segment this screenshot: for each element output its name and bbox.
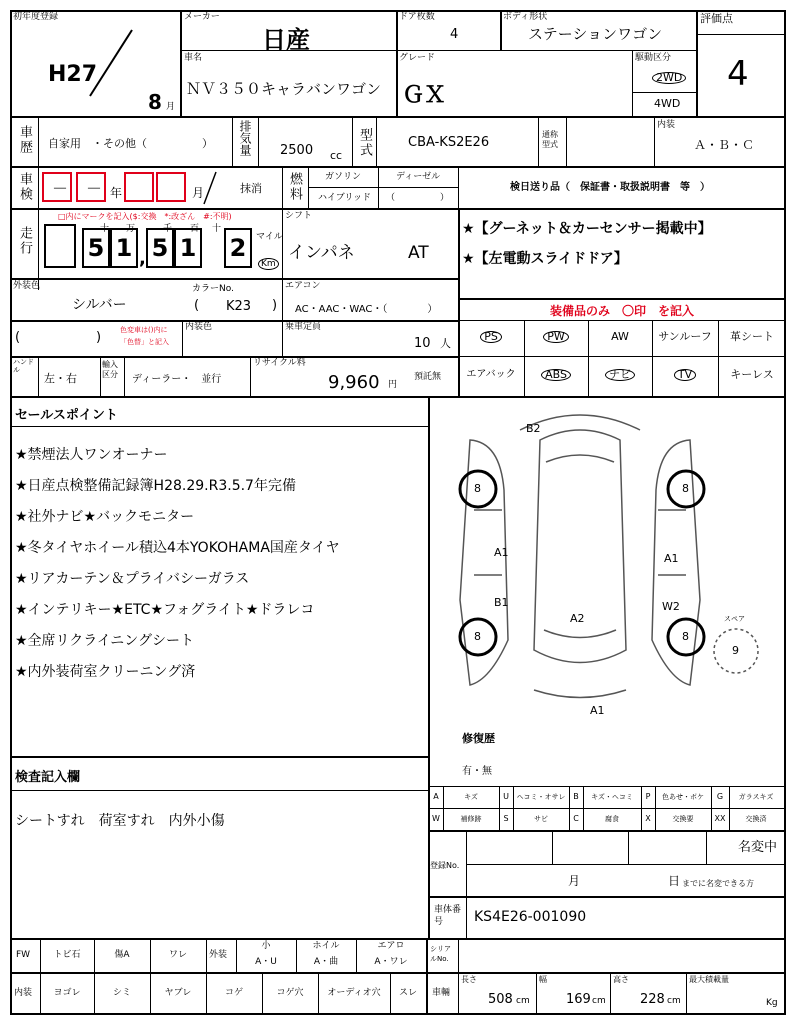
wheel-value: A・曲 (313, 957, 339, 967)
interior-grade-value: Ａ・Ｂ・Ｃ (694, 138, 755, 152)
load-unit: Kg (766, 998, 778, 1008)
spare-label: スペア (724, 615, 745, 623)
insp-dash-2: － (86, 179, 103, 198)
handle-value: 左・右 (44, 372, 77, 385)
equip-leather: 革シート (730, 330, 774, 343)
interior-color-label: 内装色 (185, 322, 213, 332)
load-label: 最大積載量 (689, 975, 729, 984)
history-value: 自家用 ・その他（ ） (48, 137, 213, 150)
equip-airbag: エアバック (466, 369, 516, 380)
odo-head-thousand: 千 (163, 224, 173, 234)
width-label: 幅 (539, 975, 547, 984)
drive-4wd: 4WD (654, 97, 681, 110)
doors-value: 4 (450, 27, 459, 42)
width-value: 169 (566, 992, 591, 1007)
unregistered-label: 抹消 (240, 182, 262, 195)
equip-keyless: キーレス (730, 368, 774, 381)
legend-code: U (503, 792, 509, 801)
model-label: 車名 (184, 53, 203, 63)
fuel-label: 燃料 (287, 172, 302, 202)
spare-mark: 9 (732, 644, 739, 657)
recycle-unit: 円 (388, 380, 398, 390)
fw-label: FW (16, 950, 31, 960)
maker-value: 日産 (262, 26, 310, 54)
color-no-open: ( (194, 298, 200, 313)
drive-2wd: 2WD (652, 72, 686, 84)
int-dirt: ヨゴレ (53, 988, 81, 998)
reg-month-unit: 月 (568, 874, 581, 888)
width-unit: cm (592, 996, 606, 1006)
reg-date-slash (86, 28, 136, 98)
odo-digit-2: 1 (110, 228, 138, 268)
sale-note-2: ★【左電動スライドドア】 (462, 251, 628, 267)
legend-code: P (645, 792, 651, 801)
height-value: 228 (640, 992, 665, 1007)
length-unit: cm (516, 996, 530, 1006)
legend-meaning: サビ (534, 815, 548, 823)
displacement-unit: cc (330, 149, 343, 162)
sales-item: ★内外装荷室クリーニング済 (15, 664, 196, 680)
inspection-label: 車検 (17, 172, 32, 202)
legend-code: A (433, 792, 439, 801)
displacement-label: 排気量 (238, 120, 252, 156)
recycle-deposit: 預託無 (414, 372, 442, 382)
odo-head-ten: 十 (212, 224, 222, 234)
chassis-label: 車体番号 (434, 905, 462, 927)
mark-tire-rr: 8 (682, 482, 689, 495)
body-value: ステーションワゴン (528, 25, 663, 43)
int-burn-hole: コゲ穴 (276, 988, 304, 998)
sales-item: ★社外ナビ★バックモニター (15, 509, 195, 525)
legend-meaning: 補修跡 (460, 815, 482, 823)
history-label: 車歴 (17, 125, 32, 155)
length-value: 508 (488, 992, 513, 1007)
sale-note-1: ★【グーネット＆カーセンサー掲載中】 (462, 221, 712, 237)
first-reg-month: 8 (148, 90, 162, 114)
capacity-value: 10 (414, 336, 431, 351)
sales-item: ★禁煙法人ワンオーナー (15, 447, 168, 463)
first-reg-label: 初年度登録 (13, 12, 59, 22)
equip-navi: ナビ (588, 369, 652, 381)
exterior-color: シルバー (72, 297, 127, 313)
fuel-hybrid: ハイブリッド (318, 193, 372, 203)
sales-item: ★全席リクライニングシート (15, 633, 195, 649)
fw-crack: ワレ (168, 950, 187, 960)
mark-tire-fl: 8 (474, 630, 481, 643)
handle-label: ハンドル (13, 358, 34, 374)
fw-chip: トビ石 (53, 950, 81, 960)
equip-abs: ABS (524, 369, 588, 381)
mark-a1-right: A1 (664, 552, 679, 565)
repaint-note-2: 「色替」と記入 (120, 338, 169, 346)
model-value: ＮＶ３５０キャラバンワゴン (186, 80, 382, 98)
small-value: A・U (255, 957, 277, 967)
year-unit: 年 (110, 186, 123, 200)
mark-b1: B1 (494, 596, 509, 609)
legend-meaning: キズ (464, 793, 478, 801)
int-burn: コゲ (224, 988, 243, 998)
legend-meaning: 交換要 (672, 815, 694, 823)
color-no-label: カラーNo. (192, 284, 234, 294)
odo-comma: , (139, 248, 146, 269)
displacement-value: 2500 (280, 143, 314, 158)
mile-label: マイル (256, 232, 283, 242)
equip-ps: PS (458, 331, 524, 343)
aero-label: エアロ (377, 941, 405, 951)
fuel-other: （ ） (386, 193, 450, 203)
int-stain: シミ (112, 988, 131, 998)
small-label: 小 (261, 941, 271, 951)
legend-code: X (645, 814, 651, 823)
sales-item: ★冬タイヤホイール積込4本YOKOHAMA国産タイヤ (15, 540, 340, 556)
int-label: 内装 (14, 988, 33, 998)
sales-item: ★リアカーテン＆プライバシーガラス (15, 571, 250, 587)
body-label: ボディ形状 (503, 12, 548, 22)
color-no-value: K23 (226, 299, 252, 314)
mileage-note: □内にマークを記入($:交換 *:改ざん #:不明) (58, 212, 232, 221)
int-audio-hole: オーディオ穴 (327, 988, 381, 998)
odo-head-ten-thousand-1: 十 (100, 224, 110, 234)
drive-label: 駆動区分 (635, 53, 672, 63)
mark-w2: W2 (662, 600, 680, 613)
equip-tv: TV (652, 369, 718, 381)
legend-code: XX (714, 814, 726, 823)
recycle-label: リサイクル料 (253, 358, 306, 368)
legend-code: G (716, 792, 724, 801)
paren-close: ) (96, 330, 102, 345)
height-label: 高さ (613, 975, 629, 984)
legend-meaning: キズ・ヘコミ (591, 793, 633, 801)
legend-code: W (432, 814, 440, 823)
wheel-label: ホイル (312, 941, 340, 951)
reg-no-label: 登録No. (430, 861, 460, 870)
repair-value: 有・無 (462, 766, 492, 777)
legend-meaning: 交換済 (745, 815, 767, 823)
dim-label: 車輛 (432, 988, 451, 998)
car-diagram (430, 400, 784, 720)
legend-code: S (503, 814, 509, 823)
fuel-diesel: ディーゼル (396, 172, 441, 182)
serial-label: シリアルNo. (430, 945, 451, 963)
repair-title: 修復歴 (462, 732, 495, 745)
exterior-color-label: 外装色 (13, 281, 41, 291)
legend-meaning: 腐食 (605, 815, 619, 823)
grade-label: グレード (399, 53, 436, 63)
inspection-notes: シートすれ 荷室すれ 内外小傷 (15, 813, 225, 829)
color-no-close: ) (272, 298, 278, 313)
sales-item: ★インテリキー★ETC★フォグライト★ドラレコ (15, 602, 315, 618)
repaint-note-1: 色変車は()内に (120, 326, 168, 334)
ext-label: 外装 (209, 950, 228, 960)
recycle-value: 9,960 (328, 372, 380, 393)
month-unit: 月 (166, 102, 176, 112)
int-rub: スレ (398, 988, 417, 998)
mark-a2: A2 (570, 612, 585, 625)
sales-list (15, 444, 425, 692)
equip-pw: PW (524, 331, 588, 343)
fw-scratch: 傷A (114, 950, 130, 960)
documents-note: 検日送り品（ 保証書・取扱説明書 等 ） (510, 182, 710, 193)
capacity-unit: 人 (440, 337, 451, 350)
interior-grade-label: 内装 (657, 120, 676, 130)
mileage-label: 走行 (17, 226, 32, 256)
sales-item: ★日産点検整備記録簿H28.29.R3.5.7年完備 (15, 478, 296, 494)
capacity-label: 乗車定員 (285, 322, 322, 332)
odo-digit-4: 1 (174, 228, 202, 268)
km-label: Km (258, 258, 279, 270)
mark-a1-front: A1 (590, 704, 605, 717)
odo-head-ten-thousand: 万 (126, 224, 136, 234)
common-type-label: 通称型式 (542, 130, 558, 149)
ac-label: エアコン (285, 281, 321, 291)
reg-day-unit: 日 (668, 874, 681, 888)
first-reg-year: H27 (48, 62, 98, 87)
legend-meaning: ヘコミ・オサレ (516, 793, 566, 801)
mark-a1-left: A1 (494, 546, 509, 559)
equip-sunroof: サンルーフ (658, 330, 712, 343)
paren-open: ( (15, 330, 21, 345)
height-unit: cm (667, 996, 681, 1006)
grade-value: ＧＸ (402, 83, 447, 108)
odo-digit-3: 5 (146, 228, 174, 268)
doors-label: ドア枚数 (399, 12, 435, 22)
legend-meaning: 色あせ・ボケ (662, 793, 704, 801)
odo-digit-1: 5 (82, 228, 110, 268)
maker-label: メーカー (184, 12, 220, 22)
sales-title: セールスポイント (15, 408, 118, 423)
insp-dash-1: － (52, 179, 69, 198)
ac-value: AC・AAC・WAC・（ ） (295, 304, 438, 315)
odo-head-hundred: 百 (190, 224, 200, 234)
chassis-value: KS4E26-001090 (474, 909, 587, 925)
mark-tire-rl: 8 (474, 482, 481, 495)
length-label: 長さ (461, 975, 477, 984)
fuel-gasoline: ガソリン (325, 172, 362, 182)
legend-code: B (573, 792, 579, 801)
type-label: 型式 (357, 128, 372, 158)
shift-position: インパネ (288, 243, 355, 263)
reg-deadline-note: までに名変できる方 (682, 879, 754, 888)
legend-meaning: ガラスキズ (738, 793, 774, 801)
odo-digit-5: 2 (224, 228, 252, 268)
insp-month-unit: 月 (192, 186, 205, 200)
import-value: ディーラー・ 並行 (132, 374, 222, 385)
equip-aw: AW (611, 330, 629, 343)
score-value: 4 (727, 54, 749, 94)
equipment-title: 装備品のみ 〇印 を記入 (550, 304, 695, 318)
type-value: CBA-KS2E26 (408, 135, 490, 150)
shift-label: シフト (285, 211, 313, 221)
aero-value: A・ワレ (374, 957, 408, 967)
inspection-title: 検査記入欄 (15, 770, 81, 785)
int-tear: ヤブレ (164, 988, 192, 998)
mark-tire-fr: 8 (682, 630, 689, 643)
legend-code: C (573, 814, 579, 823)
score-label: 評価点 (700, 12, 733, 25)
odo-digit-0 (44, 224, 76, 268)
import-label: 輸入区分 (102, 360, 118, 379)
shift-value: AT (408, 243, 429, 263)
name-change-label: 名変中 (738, 840, 778, 855)
mark-b2: B2 (526, 422, 541, 435)
